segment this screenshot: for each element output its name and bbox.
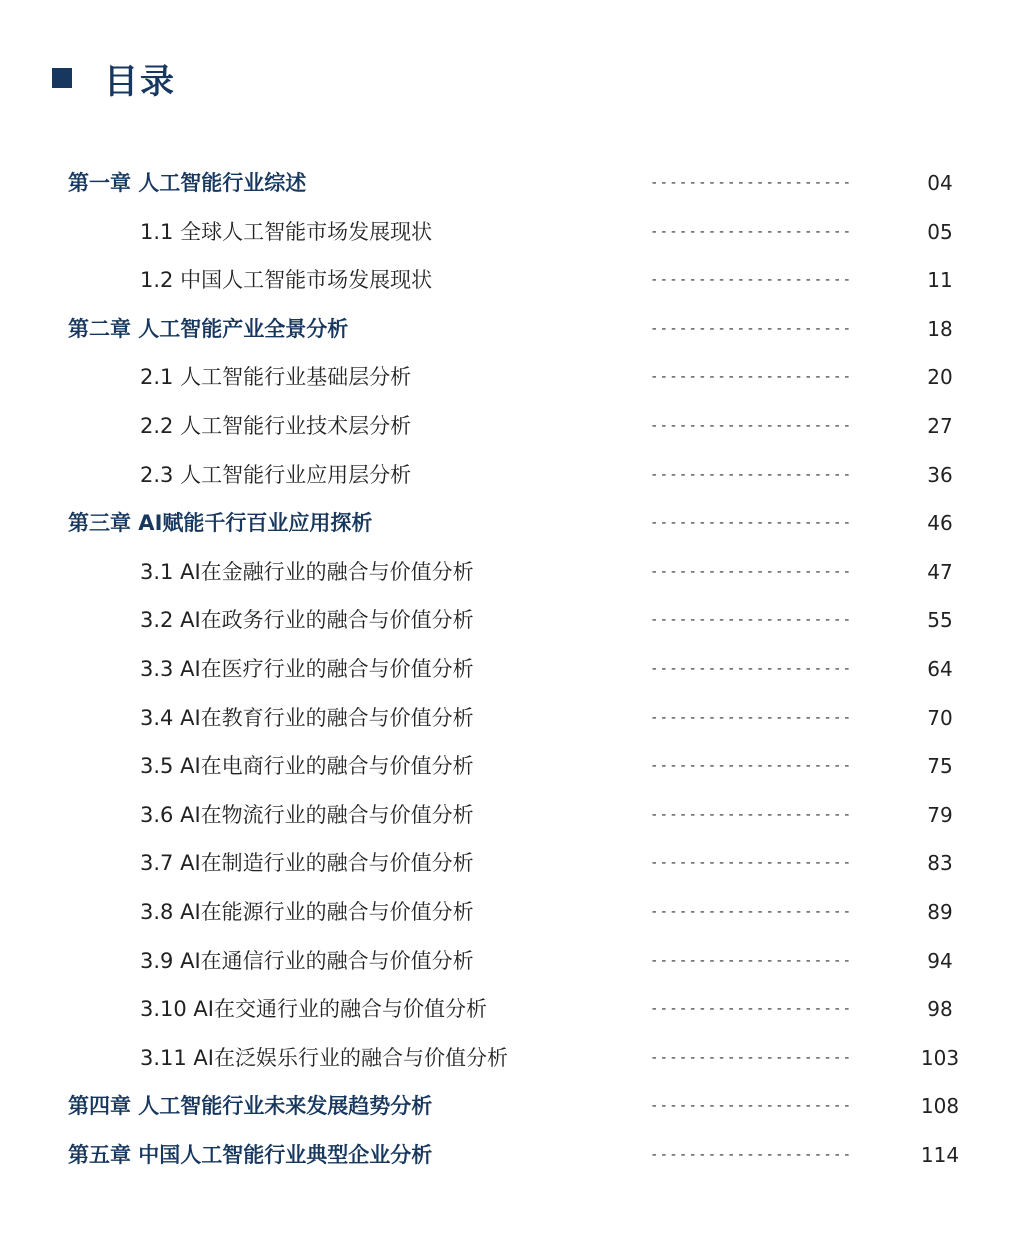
dot-leader: ---------------------: [650, 418, 853, 434]
page-number: 55: [927, 608, 953, 633]
toc-entry[interactable]: [0, 313, 1022, 345]
entry-label: 3.2 AI在政务行业的融合与价值分析: [140, 608, 474, 633]
page-number: 103: [920, 1045, 960, 1070]
dot-leader: ---------------------: [650, 563, 853, 580]
toc-entry[interactable]: [0, 459, 1022, 491]
dot-leader: ---------------------: [650, 272, 853, 289]
page-number: 36: [927, 462, 953, 487]
toc-entry[interactable]: [0, 556, 1022, 588]
entry-label: 2.3 人工智能行业应用层分析: [140, 462, 412, 487]
toc-entry[interactable]: [0, 1042, 1022, 1074]
toc-entry[interactable]: [0, 410, 1022, 442]
page-number: 89: [927, 900, 953, 924]
dot-leader: ---------------------: [650, 320, 853, 337]
toc-entry[interactable]: [0, 1090, 1022, 1122]
dot-leader: ---------------------: [650, 661, 853, 677]
entry-label: 1.2 中国人工智能市场发展现状: [140, 268, 433, 293]
page-number: 114: [920, 1143, 960, 1167]
toc-entry[interactable]: [0, 750, 1022, 782]
dot-leader: ---------------------: [650, 466, 853, 483]
toc-entry[interactable]: [0, 604, 1022, 636]
entry-label: 3.5 AI在电商行业的融合与价值分析: [140, 754, 474, 779]
toc-entry[interactable]: [0, 361, 1022, 393]
page-number: 46: [927, 511, 953, 536]
page-number: 11: [927, 268, 953, 293]
entry-label: 3.7 AI在制造行业的融合与价值分析: [140, 851, 474, 876]
entry-label: 3.10 AI在交通行业的融合与价值分析: [140, 997, 487, 1022]
entry-label: 3.4 AI在教育行业的融合与价值分析: [140, 705, 474, 730]
page-number: 70: [927, 705, 953, 730]
page-number: 64: [927, 657, 953, 681]
dot-leader: ---------------------: [650, 515, 853, 532]
entry-label: 1.1 全球人工智能市场发展现状: [140, 219, 433, 244]
toc-entry[interactable]: [0, 702, 1022, 734]
page-number: 05: [927, 219, 953, 244]
dot-leader: ---------------------: [650, 1098, 853, 1115]
toc-entry[interactable]: [0, 167, 1022, 199]
dot-leader: ---------------------: [650, 806, 853, 823]
entry-label: 3.6 AI在物流行业的融合与价值分析: [140, 802, 474, 827]
toc-entry[interactable]: [0, 896, 1022, 928]
dot-leader: ---------------------: [650, 612, 853, 629]
page-number: 83: [927, 851, 953, 876]
entry-label: 3.9 AI在通信行业的融合与价值分析: [140, 948, 474, 973]
toc-entry[interactable]: [0, 653, 1022, 685]
entry-label: 第四章 人工智能行业未来发展趋势分析: [68, 1094, 433, 1119]
toc-entry[interactable]: [0, 799, 1022, 831]
entry-label: 第三章 AI赋能千行百业应用探析: [68, 511, 373, 536]
entry-label: 第五章 中国人工智能行业典型企业分析: [68, 1143, 433, 1167]
page-number: 27: [927, 414, 953, 438]
page-number: 94: [927, 948, 953, 973]
entry-label: 2.1 人工智能行业基础层分析: [140, 365, 412, 390]
dot-leader: ---------------------: [650, 1147, 853, 1163]
page-number: 75: [927, 754, 953, 779]
toc-entry[interactable]: [0, 945, 1022, 977]
page-number: 18: [927, 316, 953, 341]
dot-leader: ---------------------: [650, 175, 853, 191]
toc-entry[interactable]: [0, 507, 1022, 539]
page-number: 108: [920, 1094, 960, 1119]
toc-entry[interactable]: [0, 264, 1022, 296]
dot-leader: ---------------------: [650, 223, 853, 240]
page-number: 04: [927, 171, 953, 195]
page-title: 目录: [104, 61, 176, 102]
dot-leader: ---------------------: [650, 855, 853, 872]
dot-leader: ---------------------: [650, 758, 853, 775]
dot-leader: ---------------------: [650, 904, 853, 920]
toc-entry[interactable]: [0, 1139, 1022, 1171]
page-number: 98: [927, 997, 953, 1022]
entry-label: 3.8 AI在能源行业的融合与价值分析: [140, 900, 474, 924]
toc-entry[interactable]: [0, 847, 1022, 879]
entry-label: 3.1 AI在金融行业的融合与价值分析: [140, 559, 474, 584]
entry-label: 2.2 人工智能行业技术层分析: [140, 414, 412, 438]
entry-label: 第一章 人工智能行业综述: [68, 171, 307, 195]
toc-entry[interactable]: [0, 993, 1022, 1025]
entry-label: 3.11 AI在泛娱乐行业的融合与价值分析: [140, 1045, 508, 1070]
page-number: 20: [927, 365, 953, 390]
toc-entry[interactable]: [0, 216, 1022, 248]
page-number: 47: [927, 559, 953, 584]
dot-leader: ---------------------: [650, 952, 853, 969]
page-number: 79: [927, 802, 953, 827]
dot-leader: ---------------------: [650, 709, 853, 726]
dot-leader: ---------------------: [650, 1001, 853, 1018]
dot-leader: ---------------------: [650, 1049, 853, 1066]
dot-leader: ---------------------: [650, 369, 853, 386]
entry-label: 3.3 AI在医疗行业的融合与价值分析: [140, 657, 474, 681]
entry-label: 第二章 人工智能产业全景分析: [68, 316, 349, 341]
